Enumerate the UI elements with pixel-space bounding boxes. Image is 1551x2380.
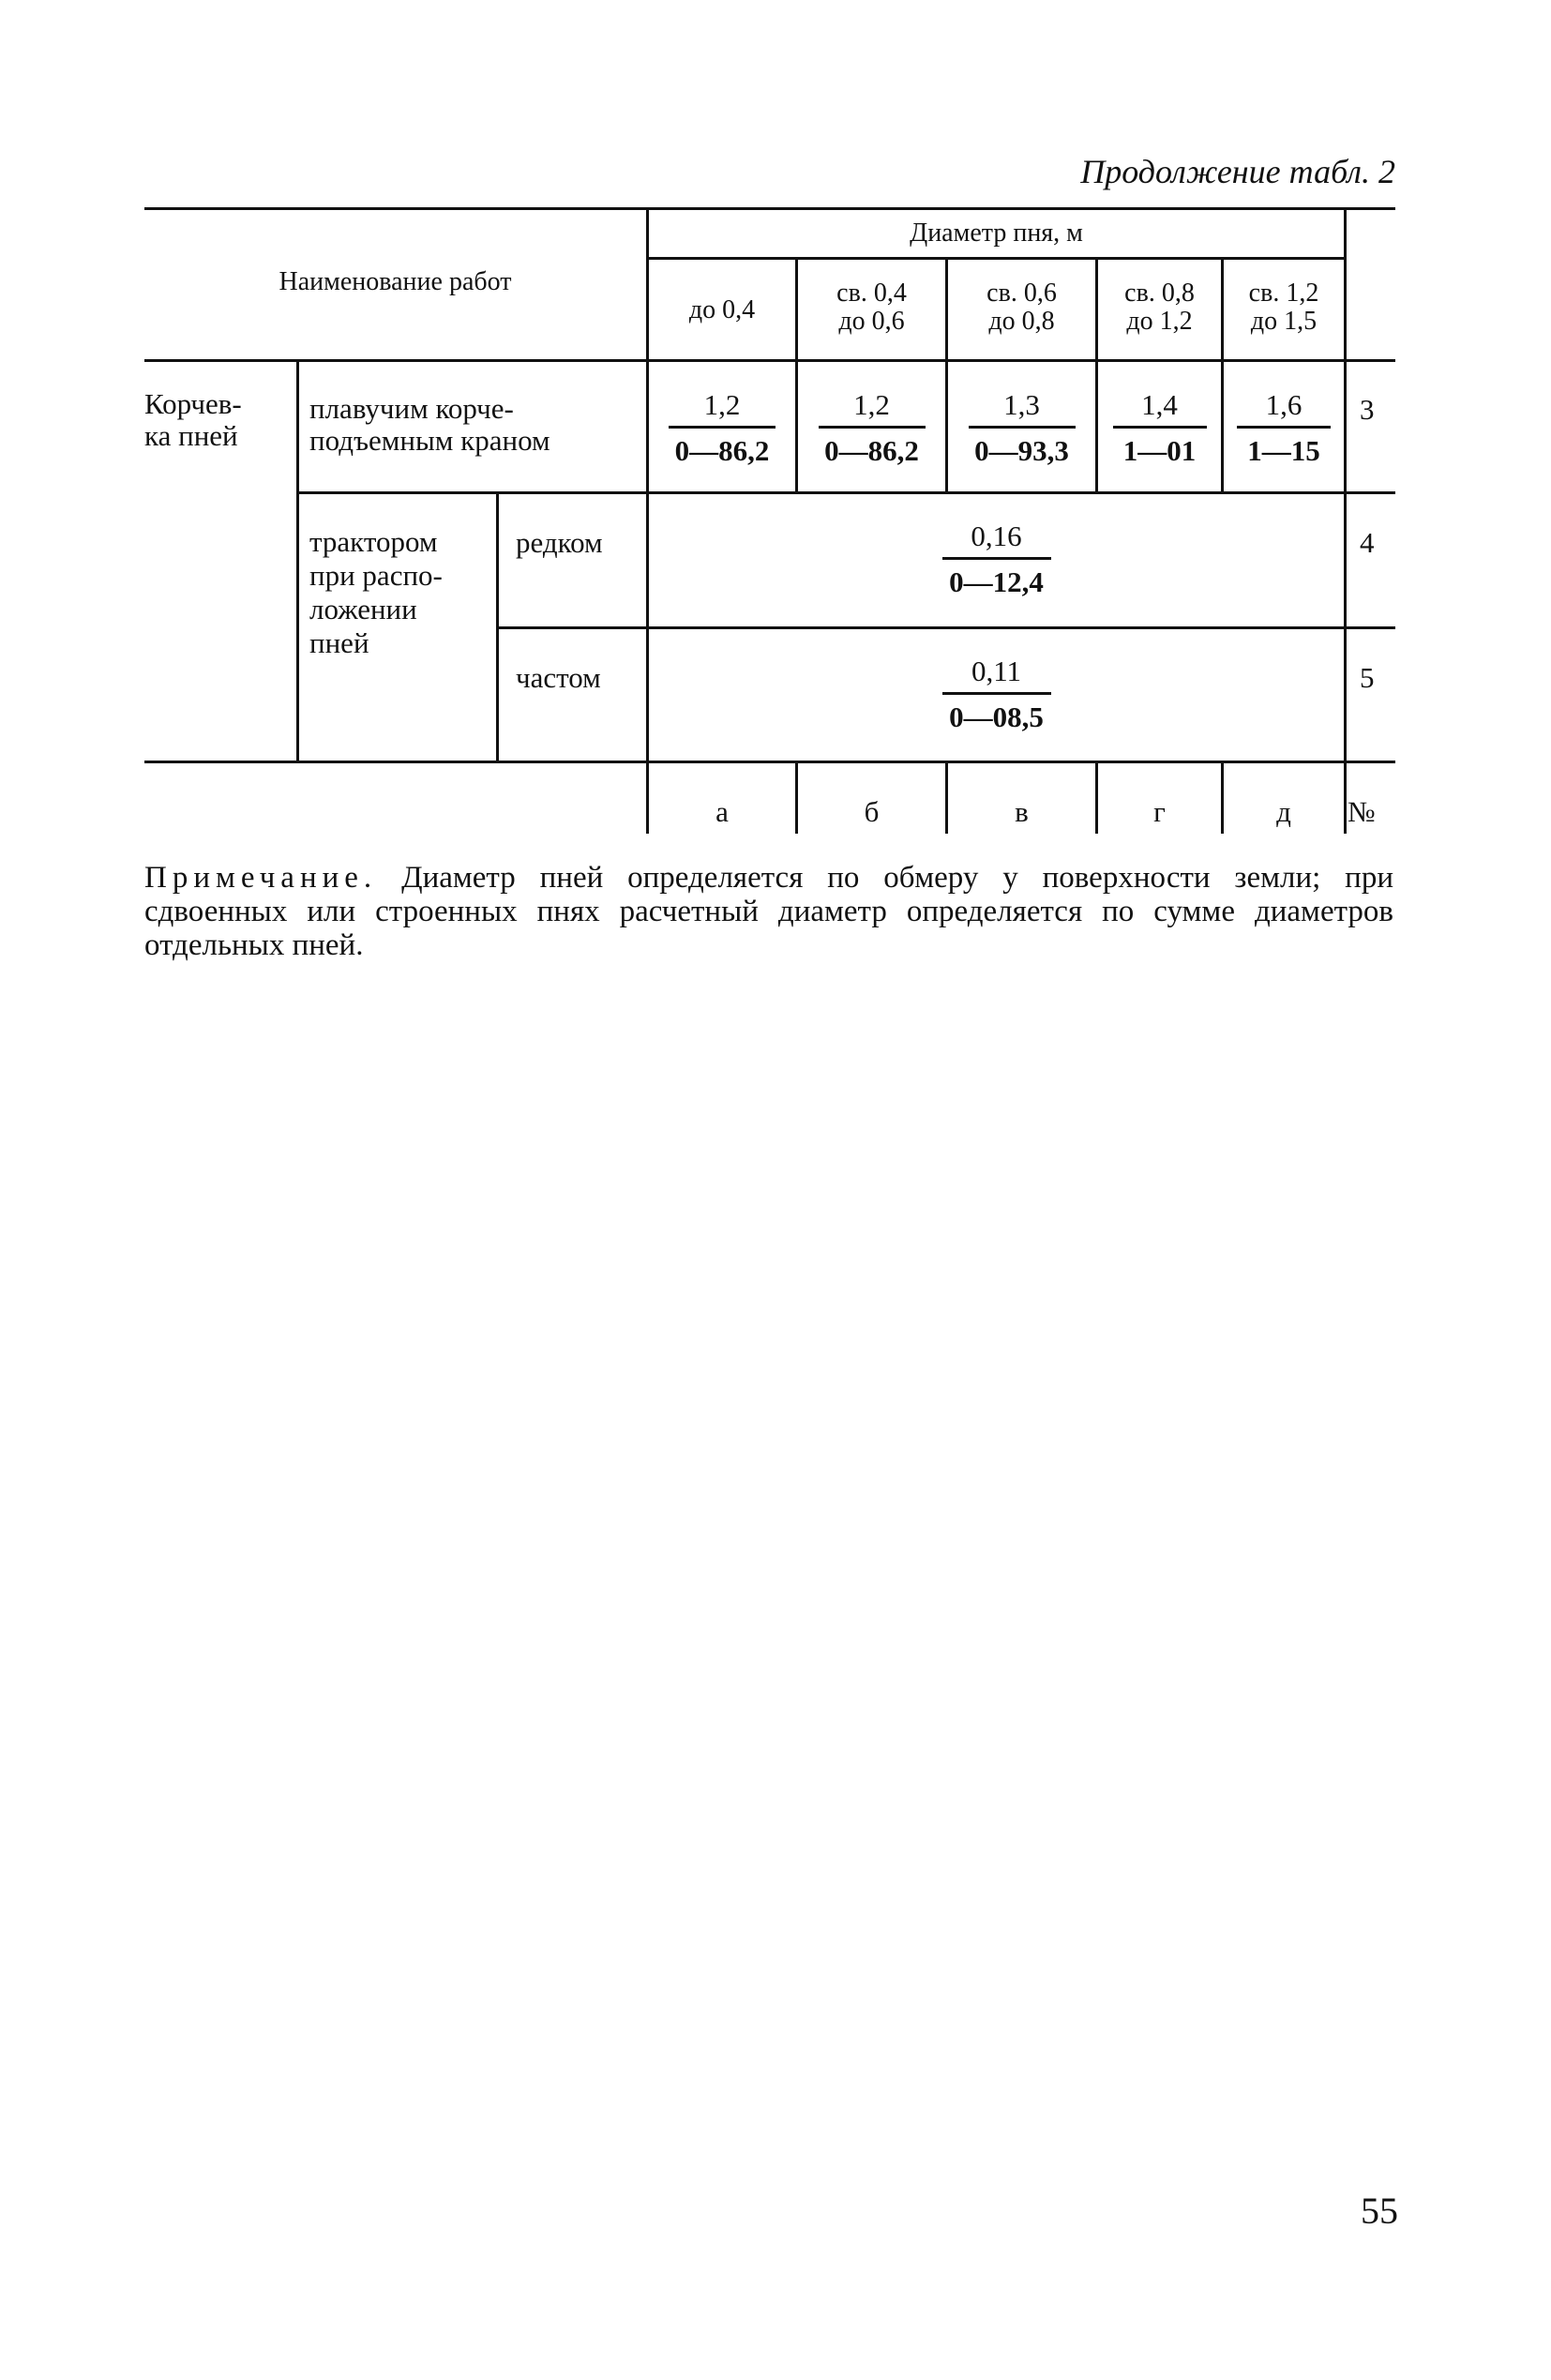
header-work-name: Наименование работ <box>279 267 512 296</box>
footer-letter-g: г <box>1153 795 1166 828</box>
header-col-d: св. 1,2 до 1,5 <box>1248 279 1319 336</box>
row3-value-g: 1,4 1—01 <box>1098 388 1221 468</box>
col-rule-number <box>1344 207 1347 761</box>
table-top-rule <box>144 207 1395 210</box>
footer-letter-a: а <box>715 795 729 828</box>
row5-value: 0,11 0—08,5 <box>649 655 1344 734</box>
category-label: Корчев- ка пней <box>144 387 242 452</box>
row4-bottom-rule <box>496 626 1395 629</box>
method-rule <box>496 491 499 761</box>
header-col-a: до 0,4 <box>688 295 756 324</box>
table-note <box>144 861 1393 962</box>
row3-value-d: 1,6 1—15 <box>1224 388 1344 468</box>
row3-value-b: 1,2 0—86,2 <box>798 388 945 468</box>
note-text: Диаметр пней определяется по обмеру у поверхности земли; при сдвоенных или строенных пнях расчетный диаметр определяется по сумме диаметров отдельных пней. <box>144 861 1393 962</box>
row3-method: плавучим корче- подъемным краном <box>309 392 550 457</box>
category-rule <box>296 359 299 761</box>
header-col-g: св. 0,8 до 1,2 <box>1124 279 1195 336</box>
header-col-b: св. 0,4 до 0,6 <box>836 279 907 336</box>
header-col-v: св. 0,6 до 0,8 <box>986 279 1057 336</box>
header-diameter-group: Диаметр пня, м <box>910 218 1083 248</box>
row5-number: 5 <box>1360 661 1375 694</box>
page-number: 55 <box>1361 2190 1398 2232</box>
table-bottom-rule <box>144 761 1395 763</box>
footer-letter-b: б <box>864 795 880 828</box>
row3-value-v: 1,3 0—93,3 <box>948 388 1095 468</box>
row3-bottom-rule <box>296 491 1395 494</box>
footer-number-sign: № <box>1348 795 1376 828</box>
footer-letter-v: в <box>1015 795 1029 828</box>
footer-rule-6 <box>1344 761 1347 834</box>
row3-number: 3 <box>1360 393 1375 426</box>
note-lead: Примечание. <box>144 861 378 895</box>
row3-value-a: 1,2 0—86,2 <box>649 388 795 468</box>
continuation-title: Продолжение табл. 2 <box>1080 153 1395 190</box>
tractor-method: трактором при распо- ложении пней <box>309 525 443 659</box>
footer-letter-d: д <box>1276 795 1291 828</box>
row4-number: 4 <box>1360 526 1375 559</box>
row5-arrangement: частом <box>516 661 601 694</box>
row4-value: 0,16 0—12,4 <box>649 520 1344 599</box>
row4-arrangement: редком <box>516 526 603 559</box>
subheader-rule <box>646 257 1346 260</box>
header-bottom-rule <box>144 359 1395 362</box>
